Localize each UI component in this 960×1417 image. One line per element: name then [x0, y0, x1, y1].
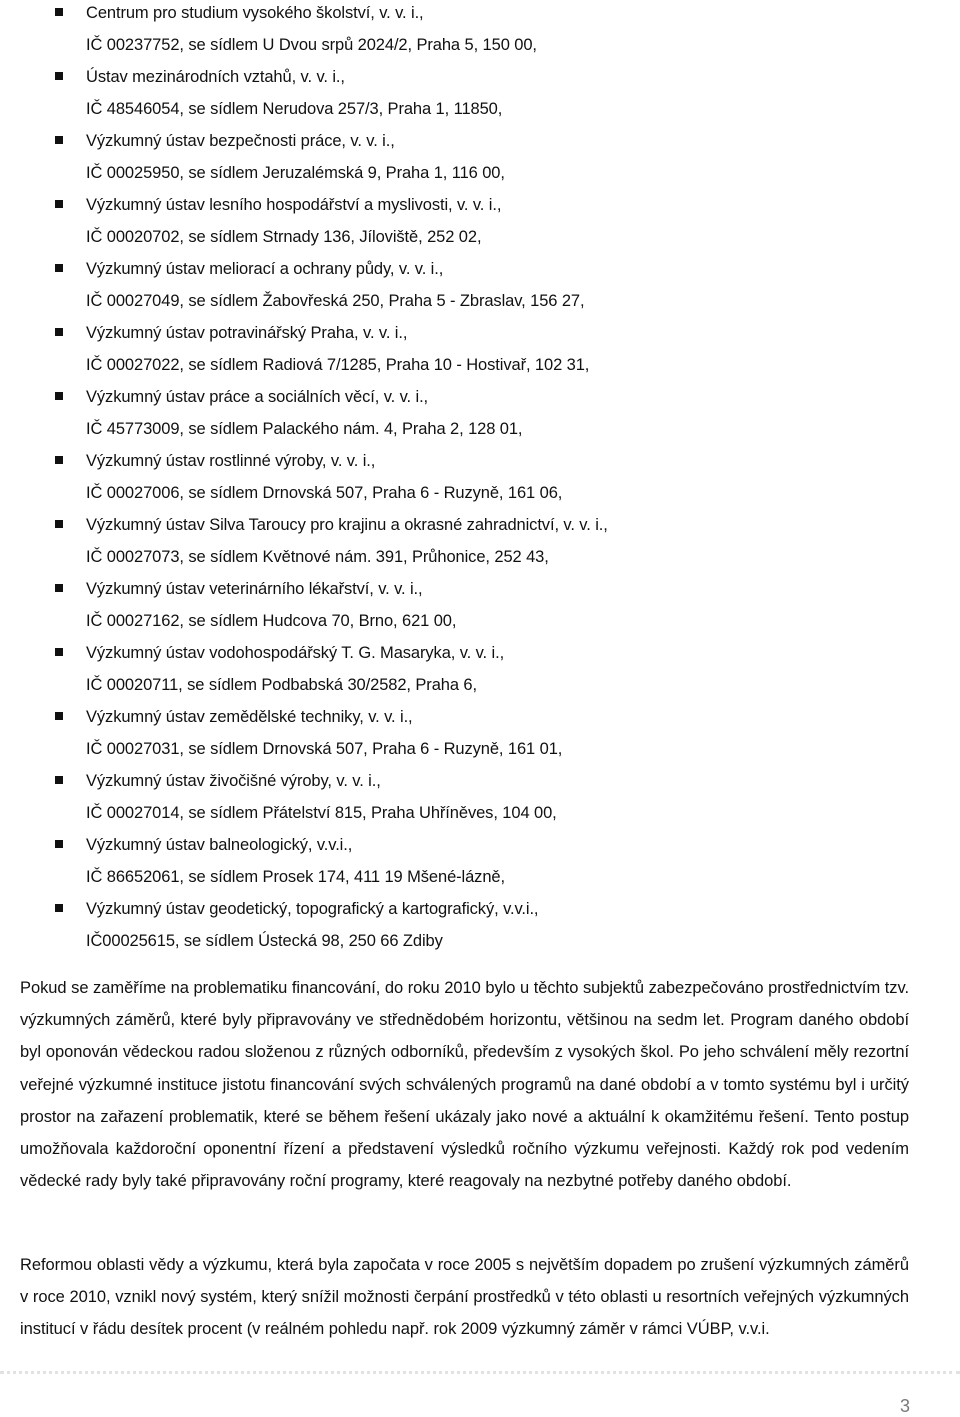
- institution-address: IČ 48546054, se sídlem Nerudova 257/3, Praha 1, 11850,: [86, 100, 503, 118]
- list-item: [0, 509, 960, 573]
- footer-divider: [0, 1371, 960, 1374]
- bullet-icon: [55, 712, 63, 720]
- bullet-icon: [55, 200, 63, 208]
- institution-name: Výzkumný ústav potravinářský Praha, v. v. i.,: [86, 324, 408, 342]
- page-number: 3: [899, 1396, 910, 1416]
- financing-paragraph: Pokud se zaměříme na problematiku financování, do roku 2010 bylo u těchto subjektů zabezpečováno prostřednictvím tzv. výzkumných záměrů, které byly připravovány ve střednědobém horizontu, většinou na sedm let. Program daného období byl oponován vědeckou radou složenou z různých odborníků, především z vysokých škol. Po jeho schválení měly rezortní veřejné výzkumné instituce jistotu financování svých schválených programů na dané období a v tomto systému byl i určitý prostor na zařazení problematik, které se během řešení ukázaly jako nové a aktuální k okamžitému řešení. Tento postup umožňovala každoroční oponentní řízení a představení výsledků ročního výzkumu veřejnosti. Každý rok pod vedením vědecké rady byly také připravovány roční programy, které reagovaly na nezbytné potřeby daného období.: [20, 979, 909, 1191]
- bullet-icon: [55, 584, 63, 592]
- institution-address: IČ 00027014, se sídlem Přátelství 815, Praha Uhříněves, 104 00,: [86, 804, 557, 822]
- bullet-icon: [55, 392, 63, 400]
- list-item: [0, 637, 960, 701]
- institution-address: IČ 86652061, se sídlem Prosek 174, 411 19 Mšené-lázně,: [86, 868, 505, 886]
- list-item: [0, 253, 960, 317]
- list-item: [0, 445, 960, 509]
- list-item: [0, 701, 960, 765]
- institution-address: IČ 45773009, se sídlem Palackého nám. 4, Praha 2, 128 01,: [86, 420, 523, 438]
- reform-paragraph: Reformou oblasti vědy a výzkumu, která byla započata v roce 2005 s největším dopadem po zrušení výzkumných záměrů v roce 2010, vznikl nový systém, který snížil možnosti čerpání prostředků v této oblasti u resortních veřejných výzkumných institucí v řádu desítek procent (v reálném pohledu např. rok 2009 výzkumný záměr v rámci VÚBP, v.v.i.: [20, 1256, 909, 1339]
- institution-name: Výzkumný ústav balneologický, v.v.i.,: [86, 836, 353, 854]
- institution-name: Výzkumný ústav živočišné výroby, v. v. i.,: [86, 772, 381, 790]
- list-item: [0, 765, 960, 829]
- institution-name: Výzkumný ústav bezpečnosti práce, v. v. i.,: [86, 132, 395, 150]
- institution-name: Výzkumný ústav geodetický, topografický a kartografický, v.v.i.,: [86, 900, 539, 918]
- list-item: [0, 189, 960, 253]
- list-item: [0, 61, 960, 125]
- institution-name: Výzkumný ústav lesního hospodářství a myslivosti, v. v. i.,: [86, 196, 502, 214]
- institution-address: IČ 00237752, se sídlem U Dvou srpů 2024/2, Praha 5, 150 00,: [86, 36, 537, 54]
- institution-name: Výzkumný ústav meliorací a ochrany půdy, v. v. i.,: [86, 260, 444, 278]
- bullet-icon: [55, 328, 63, 336]
- bullet-icon: [55, 776, 63, 784]
- institution-name: Ústav mezinárodních vztahů, v. v. i.,: [86, 68, 345, 86]
- bullet-icon: [55, 648, 63, 656]
- institution-address: IČ00025615, se sídlem Ústecká 98, 250 66 Zdiby: [86, 932, 443, 950]
- bullet-icon: [55, 456, 63, 464]
- bullet-icon: [55, 72, 63, 80]
- institution-name: Výzkumný ústav Silva Taroucy pro krajinu a okrasné zahradnictví, v. v. i.,: [86, 516, 608, 534]
- institution-address: IČ 00027073, se sídlem Květnové nám. 391, Průhonice, 252 43,: [86, 548, 549, 566]
- bullet-icon: [55, 520, 63, 528]
- institution-address: IČ 00027049, se sídlem Žabovřeská 250, Praha 5 - Zbraslav, 156 27,: [86, 292, 585, 310]
- bullet-icon: [55, 264, 63, 272]
- institution-address: IČ 00027162, se sídlem Hudcova 70, Brno, 621 00,: [86, 612, 457, 630]
- institution-name: Výzkumný ústav rostlinné výroby, v. v. i.,: [86, 452, 376, 470]
- list-item: [0, 573, 960, 637]
- institution-address: IČ 00020702, se sídlem Strnady 136, Jíloviště, 252 02,: [86, 228, 482, 246]
- bullet-icon: [55, 136, 63, 144]
- institution-name: Výzkumný ústav práce a sociálních věcí, v. v. i.,: [86, 388, 429, 406]
- list-item: [0, 381, 960, 445]
- list-item: [0, 829, 960, 893]
- institution-address: IČ 00027031, se sídlem Drnovská 507, Praha 6 - Ruzyně, 161 01,: [86, 740, 563, 758]
- list-item: [0, 317, 960, 381]
- institution-address: IČ 00020711, se sídlem Podbabská 30/2582, Praha 6,: [86, 676, 477, 694]
- bullet-icon: [55, 840, 63, 848]
- list-item: [0, 893, 960, 957]
- institution-name: Výzkumný ústav veterinárního lékařství, v. v. i.,: [86, 580, 423, 598]
- institution-name: Centrum pro studium vysokého školství, v. v. i.,: [86, 4, 424, 22]
- institution-address: IČ 00025950, se sídlem Jeruzalémská 9, Praha 1, 116 00,: [86, 164, 505, 182]
- institution-name: Výzkumný ústav zemědělské techniky, v. v. i.,: [86, 708, 413, 726]
- institution-address: IČ 00027006, se sídlem Drnovská 507, Praha 6 - Ruzyně, 161 06,: [86, 484, 563, 502]
- bullet-icon: [55, 904, 63, 912]
- institution-address: IČ 00027022, se sídlem Radiová 7/1285, Praha 10 - Hostivař, 102 31,: [86, 356, 590, 374]
- bullet-icon: [55, 8, 63, 16]
- institution-name: Výzkumný ústav vodohospodářský T. G. Masaryka, v. v. i.,: [86, 644, 505, 662]
- list-item: [0, 125, 960, 189]
- list-item: [0, 0, 960, 61]
